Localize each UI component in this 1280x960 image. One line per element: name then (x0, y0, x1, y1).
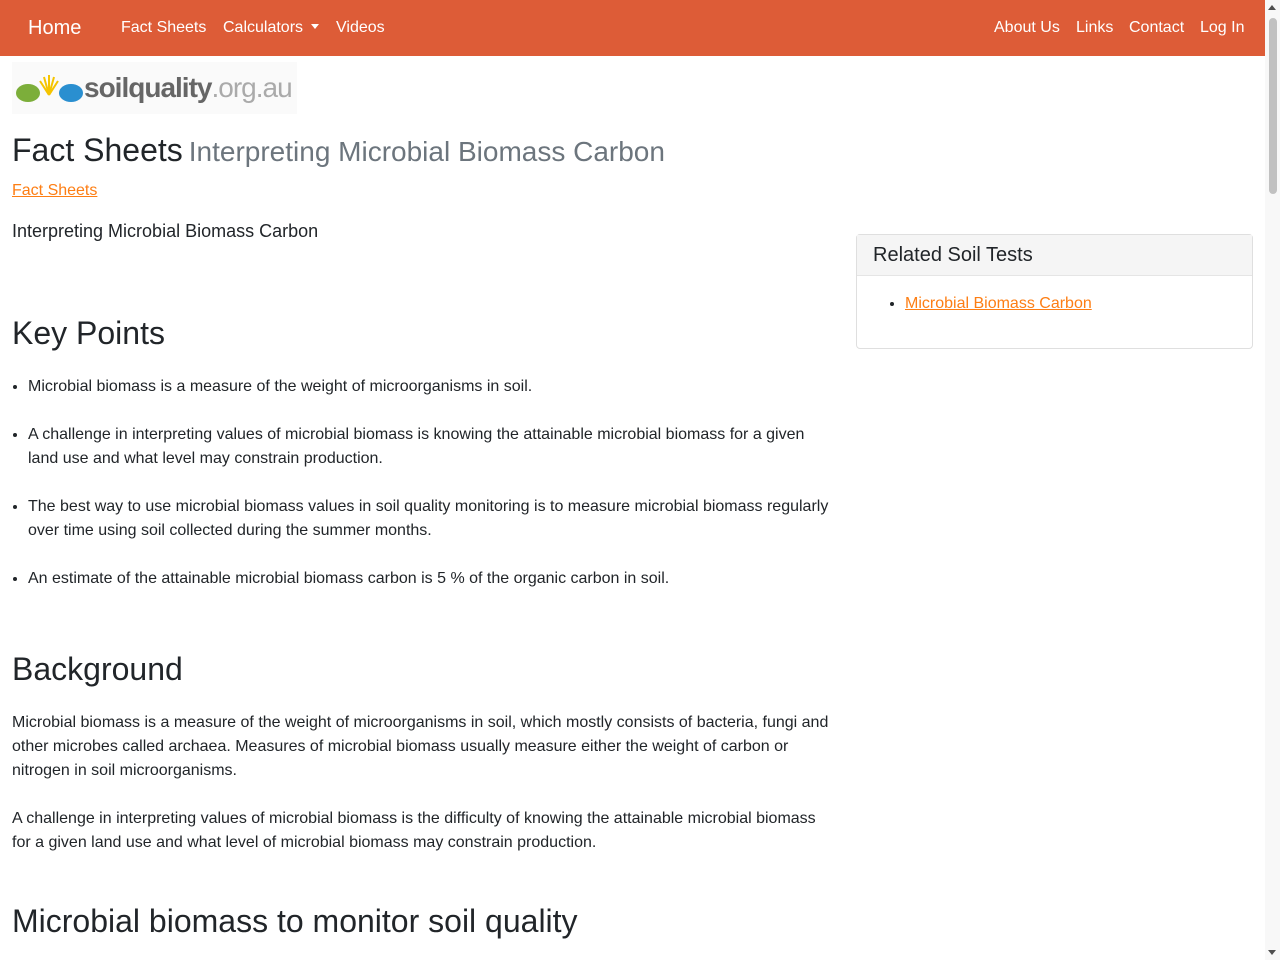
scrollbar[interactable] (1265, 0, 1280, 960)
logo-domain: .org.au (211, 72, 292, 103)
scroll-up-icon[interactable] (1268, 5, 1276, 10)
related-link-microbial-biomass-carbon[interactable]: Microbial Biomass Carbon (905, 295, 1092, 312)
main-content (12, 126, 834, 941)
scrollbar-thumb[interactable] (1269, 18, 1277, 194)
list-item: • The best way to use microbial biomass values in soil quality monitoring is to measure microbial biomass regularly over time using soil collected during the summer months. (28, 495, 834, 543)
background-heading: Background (12, 651, 183, 687)
page-title (12, 126, 834, 176)
paragraph: Microbial biomass is a measure of the weight of microorganisms in soil, which mostly consists of bacteria, fungi and other microbes called archaea. Measures of microbial biomass usually measure either the weight of carbon or nitrogen in soil microorganisms. (12, 714, 829, 779)
nav-calculators-dropdown[interactable] (223, 0, 319, 56)
nav-about-us[interactable]: About Us (994, 19, 1060, 36)
top-navbar (0, 0, 1265, 56)
chevron-down-icon (311, 24, 319, 29)
page-subtitle: Interpreting Microbial Biomass Carbon (12, 221, 319, 241)
nav-calculators-label: Calculators (223, 19, 304, 36)
list-item: • An estimate of the attainable microbial biomass carbon is 5 % of the organic carbon in soil. (28, 567, 834, 591)
card-header: Related Soil Tests (857, 235, 1252, 276)
nav-fact-sheets[interactable]: Fact Sheets (121, 19, 207, 36)
nav-contact[interactable]: Contact (1129, 19, 1185, 36)
nav-videos[interactable]: Videos (336, 19, 385, 36)
breadcrumb-fact-sheets[interactable]: Fact Sheets (12, 182, 98, 199)
scroll-down-icon[interactable] (1268, 950, 1276, 955)
nav-links[interactable]: Links (1076, 19, 1114, 36)
related-soil-tests-card (856, 234, 1253, 349)
key-points-list (12, 375, 834, 591)
sun-logo-icon (14, 73, 84, 103)
site-logo[interactable] (12, 62, 297, 114)
page-title-text: Fact Sheets (12, 132, 183, 168)
list-item: • Microbial biomass is a measure of the weight of microorganisms in soil. (28, 375, 834, 399)
paragraph: A challenge in interpreting values of microbial biomass is the difficulty of knowing the attainable microbial biomass for a given land use and what level of microbial biomass may constrain production. (12, 810, 816, 851)
key-points-heading: Key Points (12, 315, 165, 351)
nav-log-in[interactable]: Log In (1200, 19, 1245, 36)
nav-home[interactable]: Home (28, 17, 82, 39)
list-item: • A challenge in interpreting values of microbial biomass is knowing the attainable microbial biomass for a given land use and what level may constrain production. (28, 423, 834, 471)
breadcrumb (12, 180, 834, 202)
page-title-subtitle: Interpreting Microbial Biomass Carbon (188, 136, 665, 167)
monitor-heading: Microbial biomass to monitor soil quality (12, 903, 578, 939)
logo-text: soilquality (84, 72, 212, 103)
